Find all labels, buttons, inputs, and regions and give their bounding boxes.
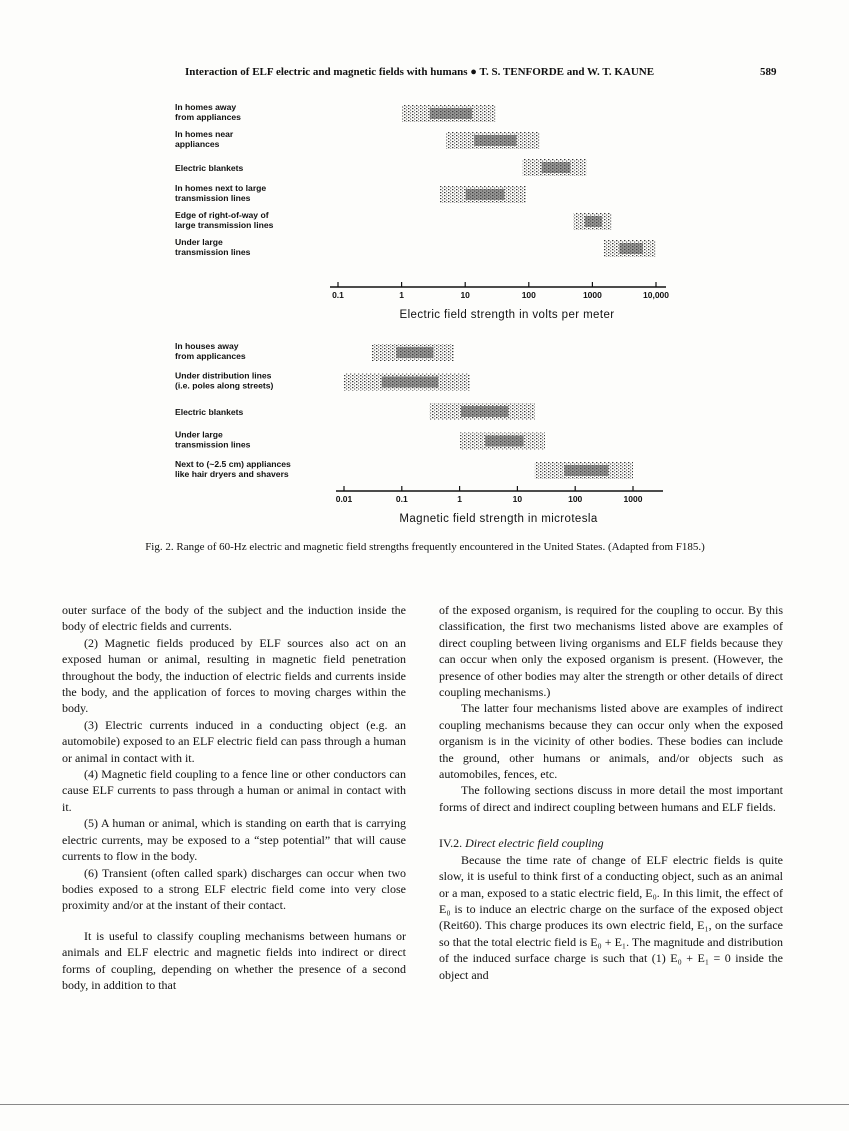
paragraph: (5) A human or animal, which is standing on earth that is carrying electric currents, may be exposed to a “step potential” that will cause currents to flow in the body.	[62, 816, 406, 864]
category-label: transmission lines	[175, 247, 251, 257]
paragraph: (3) Electric currents induced in a conducting object (e.g. an automobile) exposed to an ELF electric field can pass through a human or animal in contact with it.	[62, 717, 406, 765]
category-label: (i.e. poles along streets)	[175, 380, 274, 391]
x-tick-label: 0.1	[395, 494, 408, 504]
paragraph: (4) Magnetic field coupling to a fence line or other conductors can cause ELF currents to pass through a human or animal in contact with it.	[62, 767, 406, 814]
section-title: Direct electric field coupling	[465, 836, 604, 851]
category-label: transmission lines	[175, 439, 251, 450]
category-label: from appliances	[175, 112, 241, 122]
range-bar-core	[396, 347, 433, 358]
range-bar-core	[461, 406, 508, 417]
range-bar-core	[542, 162, 571, 173]
section-number: IV.2.	[439, 836, 463, 851]
range-bar-core	[564, 465, 608, 476]
range-bar-core	[430, 108, 472, 119]
figure-caption: Fig. 2. Range of 60-Hz electric and magnetic field strengths frequently encountered in the United States. (Adapted from F185.)	[145, 541, 705, 553]
paragraph: of the exposed organism, is required for the coupling to occur. By this classification, the first two mechanisms listed above are examples of direct coupling between living organisms and ELF fields because they can occur when only the exposed organism is present. (However, the presence of other bodies may alter the strength or other details of direct coupling mechanisms.)	[439, 603, 783, 700]
magnetic-field-chart	[175, 341, 663, 525]
x-tick-label: 1000	[623, 494, 643, 504]
paragraph: outer surface of the body of the subject and the induction inside the body of electric fields and currents.	[62, 603, 406, 634]
text-column-right	[439, 602, 783, 983]
text-column-left	[62, 602, 406, 993]
paragraph: It is useful to classify coupling mechanisms between humans or animals and ELF electric and magnetic fields into indirect or direct forms of coupling, depending on whether the presence of a second body, in addition to that	[62, 928, 406, 992]
x-tick-label: 100	[521, 290, 536, 300]
category-label: Next to (~2.5 cm) appliances	[175, 459, 291, 469]
range-bar-core	[585, 216, 602, 227]
x-tick-label: 10	[512, 494, 523, 504]
paragraph: The following sections discuss in more detail the most important forms of direct and indirect coupling between humans and ELF fields.	[439, 783, 783, 814]
running-title: Interaction of ELF electric and magnetic fields with humans ● T. S. TENFORDE and W. T. KAUNE	[185, 66, 655, 78]
paragraph: Because the time rate of change of ELF electric fields is quite slow, it is useful to think first of a conducting object, such as an animal or a man, exposed to a static electric field, E₀. In this limit, the effect of E₀ is to induce an electric charge on the surface of the exposed object (Reit60). This charge produces its own electric field, E₁, on the surface so that the total electric field is E₀ + E₁. The magnitude and distribution of the induced surface charge is such that (1) E₀ + E₁ = 0 inside the object and	[439, 852, 783, 982]
category-label: Under large	[175, 429, 223, 440]
category-label: large transmission lines	[175, 220, 274, 230]
x-tick-label: 1	[399, 290, 404, 300]
category-label: In homes next to large	[175, 183, 267, 193]
paragraph: (2) Magnetic fields produced by ELF sources also act on an exposed human or animal, resulting in magnetic field penetration throughout the body, the induction of electric fields and currents inside the body, and the application of forces to moving charges within the body.	[62, 635, 406, 716]
x-tick-label: 1	[457, 494, 462, 504]
category-label: In houses away	[175, 341, 239, 351]
x-tick-label: 10,000	[643, 290, 669, 300]
category-label: In homes near	[175, 129, 234, 139]
category-label: Edge of right-of-way of	[175, 210, 269, 220]
x-tick-label: 10	[460, 290, 470, 300]
section-heading	[439, 835, 783, 851]
page-number: 589	[760, 66, 777, 78]
category-label: Electric blankets	[175, 163, 244, 173]
category-label: In homes away	[175, 102, 237, 112]
category-label: Under distribution lines	[175, 370, 272, 381]
range-bar-core	[485, 436, 523, 447]
x-tick-label: 0.01	[335, 494, 353, 504]
range-bar-core	[382, 377, 439, 388]
figure-2	[0, 0, 849, 540]
range-bar-core	[466, 189, 505, 200]
x-tick-label: 1000	[582, 290, 602, 300]
x-axis-title: Electric field strength in volts per meter	[399, 309, 615, 321]
category-label: like hair dryers and shavers	[175, 469, 289, 479]
x-axis-title: Magnetic field strength in microtesla	[399, 513, 598, 525]
page-edge-line	[0, 1104, 849, 1105]
range-bar-core	[474, 135, 516, 146]
x-tick-label: 0.1	[332, 290, 344, 300]
paragraph: The latter four mechanisms listed above are examples of indirect coupling mechanisms because they can occur only when the exposed organism is in the vicinity of other bodies. These bodies can include the ground, other humans or animals, and/or objects such as automobiles, fences, etc.	[439, 701, 783, 782]
paragraph: (6) Transient (often called spark) discharges can occur when two bodies exposed to a strong ELF electric field come into very close proximity and/or at the instant of their contact.	[62, 865, 406, 913]
category-label: from applicances	[175, 351, 246, 361]
range-bar-core	[619, 243, 643, 254]
category-label: appliances	[175, 139, 220, 149]
category-label: Electric blankets	[175, 407, 244, 417]
x-tick-label: 100	[568, 494, 583, 504]
category-label: transmission lines	[175, 193, 251, 203]
category-label: Under large	[175, 237, 223, 247]
electric-field-chart	[175, 102, 669, 321]
